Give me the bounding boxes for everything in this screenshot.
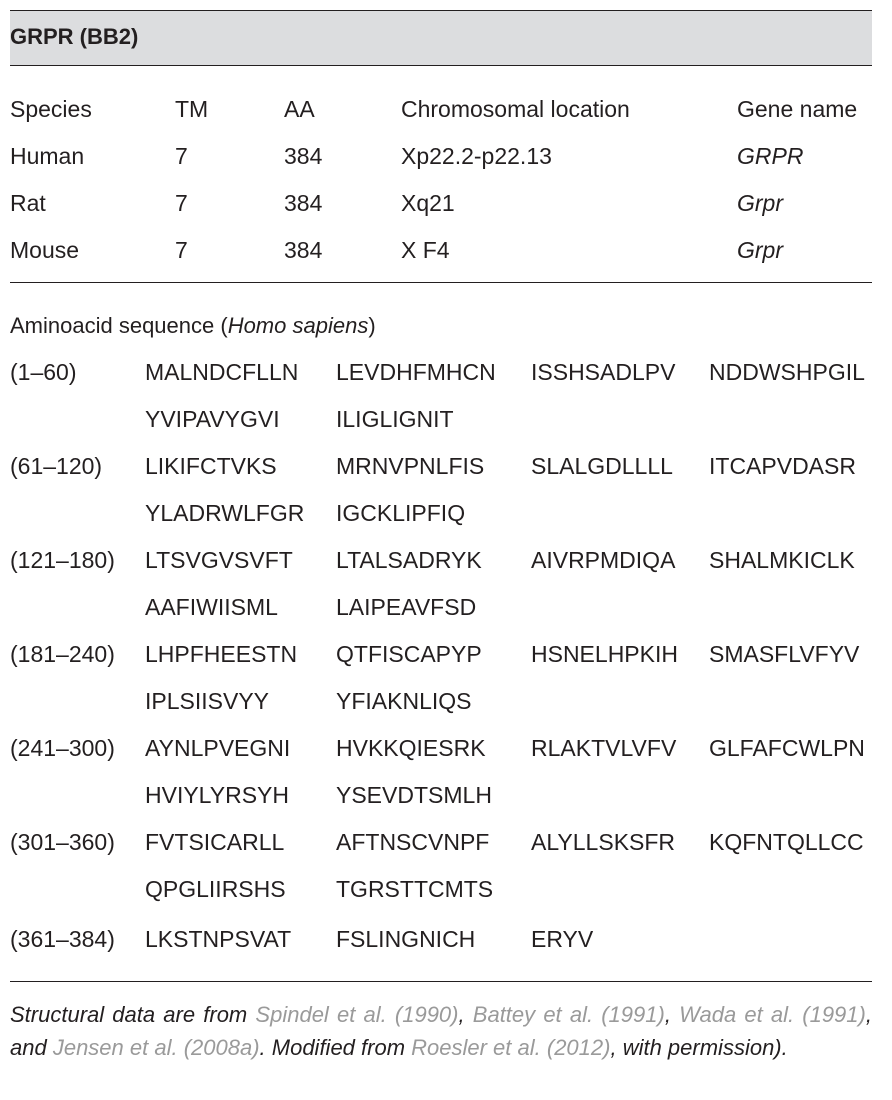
sequence-range: (301–360) [10, 829, 115, 855]
row-rat-tm: 7 [175, 190, 188, 216]
sequence-segment: IPLSIISVYY [145, 688, 270, 714]
row-mouse-location: X F4 [401, 237, 450, 263]
row-mouse-tm: 7 [175, 237, 188, 263]
sequence-segment: HVIYLYRSYH [145, 782, 290, 808]
row-mouse-aa: 384 [284, 237, 323, 263]
sequence-segment: YLADRWLFGR [145, 500, 305, 526]
footnote-text: , with permission). [610, 1035, 788, 1060]
sequence-range: (241–300) [10, 735, 115, 761]
footnote-text: , and [10, 1002, 872, 1060]
sequence-segment: LIKIFCTVKS [145, 453, 277, 479]
sequence-segment: ERYV [531, 926, 594, 952]
row-human-aa: 384 [284, 143, 323, 169]
title-rule [10, 65, 872, 66]
sequence-segment: YFIAKNLIQS [336, 688, 472, 714]
sequence-segment: TGRSTTCMTS [336, 876, 494, 902]
sequence-segment: SLALGDLLLL [531, 453, 673, 479]
sequence-segment: NDDWSHPGIL [709, 359, 865, 385]
sequence-range: (61–120) [10, 453, 103, 479]
sequence-label-species: Homo sapiens [227, 313, 369, 338]
title-band [10, 11, 872, 65]
sequence-segment: SMASFLVFYV [709, 641, 860, 667]
sequence-range: (1–60) [10, 359, 77, 385]
sequence-segment: YVIPAVYGVI [145, 406, 280, 432]
bottom-rule [10, 981, 872, 982]
sequence-segment: ILIGLIGNIT [336, 406, 454, 432]
header-chromosomal-location: Chromosomal location [401, 96, 630, 122]
sequence-segment: LAIPEAVFSD [336, 594, 477, 620]
sequence-segment: AYNLPVEGNI [145, 735, 291, 761]
sequence-segment: AAFIWIISML [145, 594, 278, 620]
row-rat-location: Xq21 [401, 190, 455, 216]
reference-link-wada[interactable]: Wada et al. (1991) [679, 1002, 866, 1027]
sequence-segment: ISSHSADLPV [531, 359, 676, 385]
row-human-tm: 7 [175, 143, 188, 169]
sequence-segment: LEVDHFMHCN [336, 359, 496, 385]
table-title: GRPR (BB2) [10, 24, 139, 49]
sequence-segment: IGCKLIPFIQ [336, 500, 466, 526]
row-human-species: Human [10, 143, 85, 169]
sequence-range: (361–384) [10, 926, 115, 952]
sequence-segment: LTALSADRYK [336, 547, 482, 573]
sequence-segment: MRNVPNLFIS [336, 453, 485, 479]
sequence-range: (181–240) [10, 641, 115, 667]
sequence-segment: QPGLIIRSHS [145, 876, 286, 902]
row-rat-gene: Grpr [737, 190, 783, 216]
row-mouse-species: Mouse [10, 237, 80, 263]
sequence-segment: FVTSICARLL [145, 829, 285, 855]
row-mouse-gene: Grpr [737, 237, 783, 263]
row-human-gene: GRPR [737, 143, 804, 169]
footnote-text: , [458, 1002, 473, 1027]
sequence-segment: MALNDCFLLN [145, 359, 299, 385]
reference-link-spindel[interactable]: Spindel et al. (1990) [255, 1002, 459, 1027]
row-rat-aa: 384 [284, 190, 323, 216]
header-species: Species [10, 96, 92, 122]
sequence-label [10, 312, 376, 339]
sequence-segment: LKSTNPSVAT [145, 926, 292, 952]
sequence-segment: LHPFHEESTN [145, 641, 298, 667]
sequence-segment: AFTNSCVNPF [336, 829, 490, 855]
row-rat-species: Rat [10, 190, 46, 216]
reference-link-jensen[interactable]: Jensen et al. (2008a) [52, 1035, 260, 1060]
sequence-segment: ALYLLSKSFR [531, 829, 676, 855]
sequence-segment: LTSVGVSVFT [145, 547, 293, 573]
mid-rule [10, 282, 872, 283]
sequence-segment: GLFAFCWLPN [709, 735, 865, 761]
sequence-segment: RLAKTVLVFV [531, 735, 677, 761]
sequence-segment: HSNELHPKIH [531, 641, 678, 667]
header-tm: TM [175, 96, 209, 122]
sequence-segment: QTFISCAPYP [336, 641, 482, 667]
sequence-segment: FSLINGNICH [336, 926, 476, 952]
sequence-segment: HVKKQIESRK [336, 735, 486, 761]
sequence-segment: ITCAPVDASR [709, 453, 856, 479]
reference-link-battey[interactable]: Battey et al. (1991) [472, 1002, 665, 1027]
sequence-segment: AIVRPMDIQA [531, 547, 676, 573]
header-gene-name: Gene name [737, 96, 858, 122]
row-human-location: Xp22.2-p22.13 [401, 143, 552, 169]
sequence-label-suffix: ) [368, 313, 376, 338]
footnote-text: . Modified from [259, 1035, 412, 1060]
header-aa: AA [284, 96, 315, 122]
sequence-segment: YSEVDTSMLH [336, 782, 492, 808]
footnote-text: Structural data are from [10, 1002, 256, 1027]
footnote [10, 998, 872, 1064]
sequence-label-prefix: Aminoacid sequence ( [10, 313, 228, 338]
sequence-segment: SHALMKICLK [709, 547, 855, 573]
reference-link-roesler[interactable]: Roesler et al. (2012) [411, 1035, 611, 1060]
footnote-text: , [664, 1002, 680, 1027]
sequence-range: (121–180) [10, 547, 115, 573]
sequence-segment: KQFNTQLLCC [709, 829, 864, 855]
